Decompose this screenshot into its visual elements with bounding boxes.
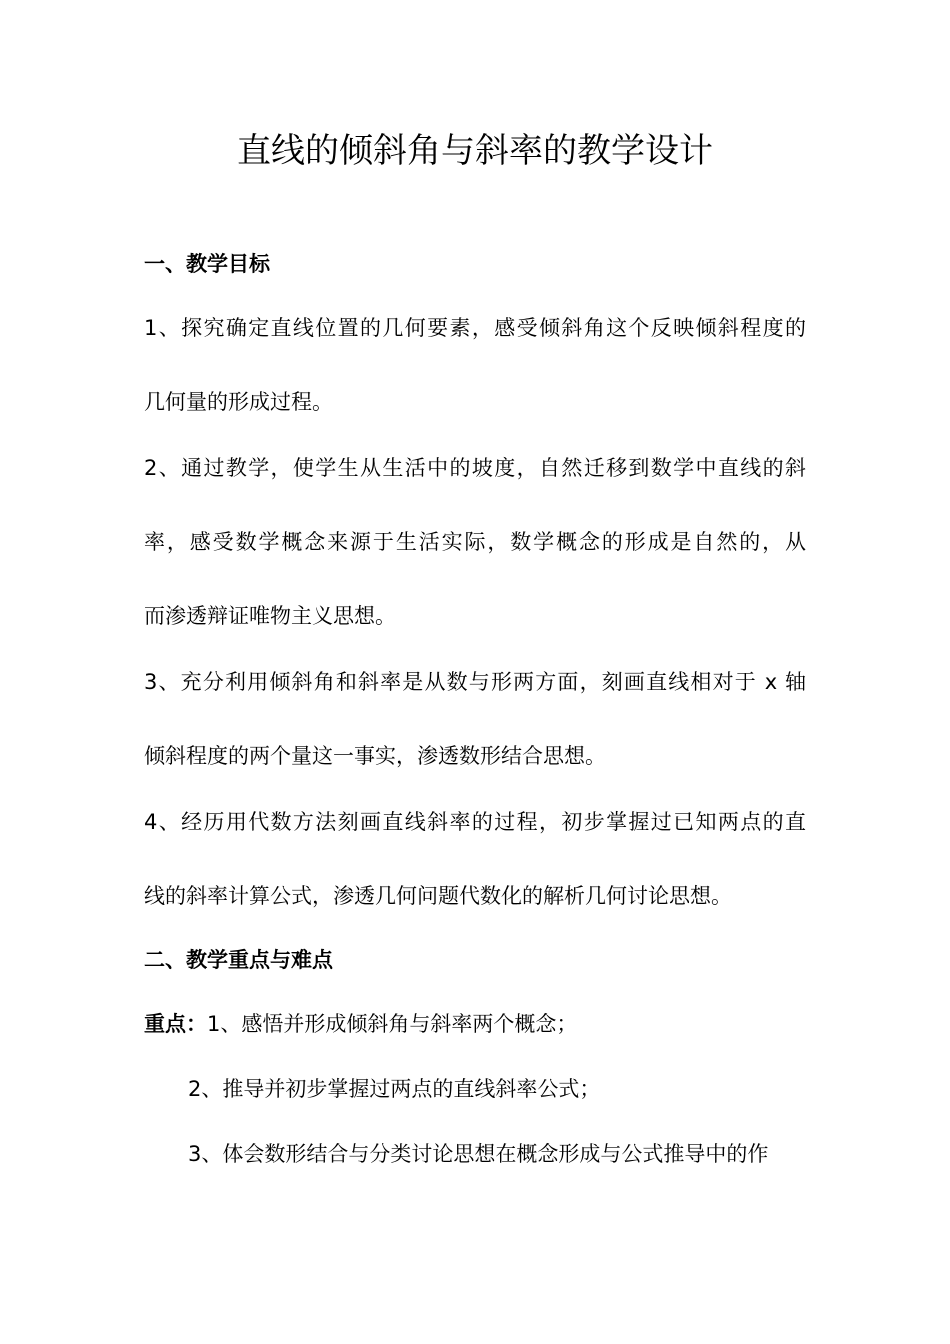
goal-3-line-1: 3、充分利用倾斜角和斜率是从数与形两方面，刻画直线相对于 x 轴: [144, 670, 806, 694]
goal-1-line-2: 几何量的形成过程。: [144, 390, 333, 414]
goal-4-line-1: 4、经历用代数方法刻画直线斜率的过程，初步掌握过已知两点的直: [144, 810, 806, 834]
goal-2-line-2: 率，感受数学概念来源于生活实际，数学概念的形成是自然的，从: [144, 530, 806, 554]
goal-2-line-3: 而渗透辩证唯物主义思想。: [144, 604, 396, 628]
goal-1-line-1: 1、探究确定直线位置的几何要素，感受倾斜角这个反映倾斜程度的: [144, 316, 806, 340]
goal-2-line-1: 2、通过教学，使学生从生活中的坡度，自然迁移到数学中直线的斜: [144, 456, 806, 480]
goal-4-line-2: 线的斜率计算公式，渗透几何问题代数化的解析几何讨论思想。: [144, 884, 732, 908]
goal-3-line-2: 倾斜程度的两个量这一事实，渗透数形结合思想。: [144, 744, 606, 768]
section-heading-teaching-goals: 一、教学目标: [144, 252, 270, 276]
section-heading-key-points: 二、教学重点与难点: [144, 948, 333, 972]
document-title: 直线的倾斜角与斜率的教学设计: [237, 131, 713, 171]
key-point-3: 3、体会数形结合与分类讨论思想在概念形成与公式推导中的作: [188, 1142, 769, 1166]
key-point-1: [144, 1010, 814, 1038]
key-point-label: 重点：: [144, 1012, 207, 1036]
key-point-2: 2、推导并初步掌握过两点的直线斜率公式；: [188, 1077, 601, 1101]
key-point-1-text: 1、感悟并形成倾斜角与斜率两个概念；: [207, 1012, 578, 1036]
